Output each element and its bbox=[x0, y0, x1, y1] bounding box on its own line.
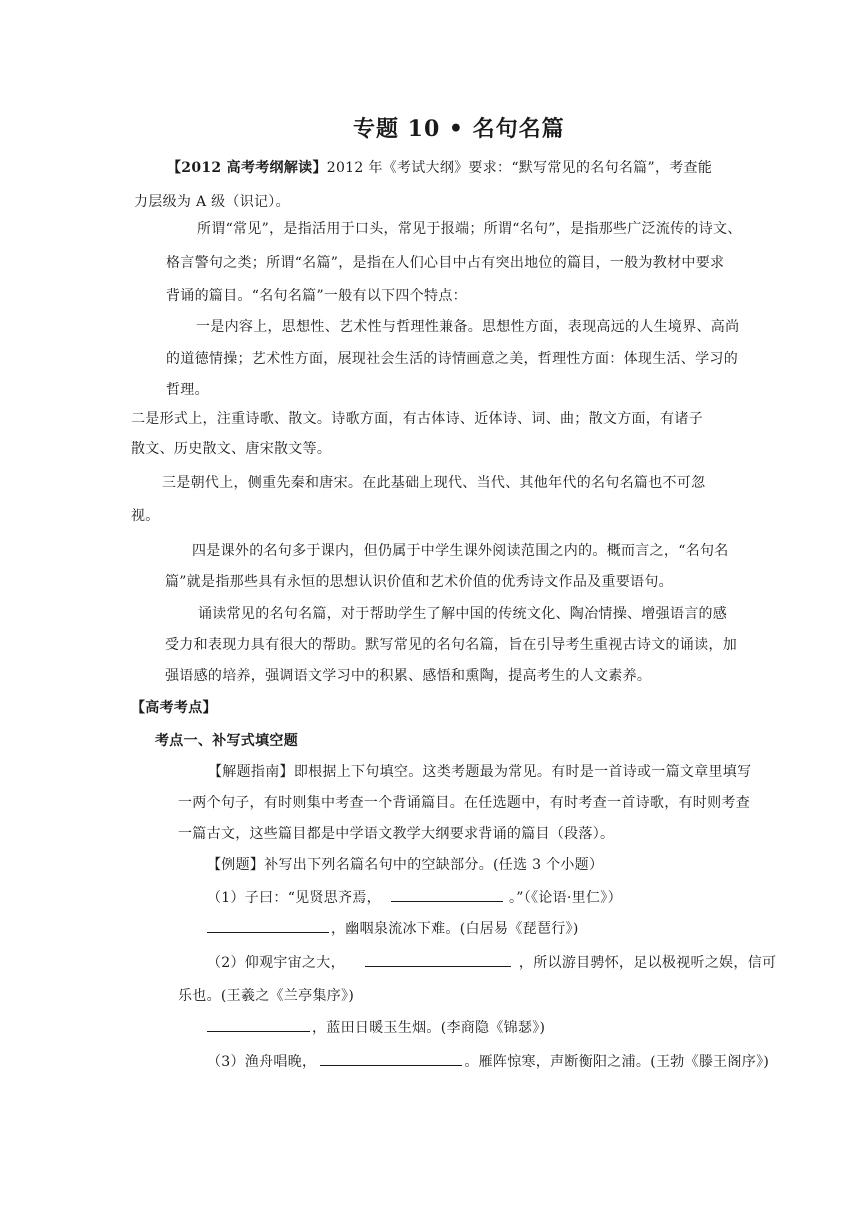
para2-line-1: 诵读常见的名句名篇，对于帮助学生了解中国的传统文化、陶冶情操、增强语言的感 bbox=[198, 606, 728, 622]
answer-blank[interactable] bbox=[207, 918, 329, 933]
answer-blank[interactable] bbox=[391, 887, 503, 902]
point4-line-2: 篇”就是指那些具有永恒的思想认识价值和艺术价值的优秀诗文作品及重要语句。 bbox=[165, 574, 673, 590]
q1-line-1 bbox=[207, 887, 622, 908]
point2-line-2: 散文、历史散文、唐宋散文等。 bbox=[131, 441, 332, 457]
guide-line-2: 一两个句子，有时则集中考查一个背诵篇目。在任选题中，有时考查一首诗歌，有时则考查 bbox=[178, 795, 750, 811]
intro-line-1 bbox=[167, 158, 712, 178]
q2-line-3 bbox=[207, 1017, 545, 1038]
section-heading: 【高考考点】 bbox=[131, 700, 217, 716]
guide-label: 【解题指南】 bbox=[208, 764, 294, 780]
example-label: 【例题】 bbox=[207, 857, 265, 873]
q1-line-2 bbox=[207, 918, 579, 939]
answer-blank[interactable] bbox=[207, 1017, 310, 1032]
intro-text-1: 2012 年《考试大纲》要求：“默写常见的名句名篇”，考查能 bbox=[326, 160, 713, 176]
point4-line-1: 四是课外的名句多于课内，但仍属于中学生课外阅读范围之内的。概而言之，“名句名 bbox=[192, 543, 729, 559]
q1-text-b: 。”（《论语·里仁》） bbox=[508, 890, 622, 906]
q2-text-a: （2）仰观宇宙之大， bbox=[207, 955, 345, 971]
intro-line-2: 力层级为 A 级（识记）。 bbox=[134, 194, 290, 210]
para1-line-1: 所谓“常见”，是指活用于口头，常见于报端；所谓“名句”，是指那些广泛流传的诗文、 bbox=[197, 221, 742, 237]
para2-line-2: 受力和表现力具有很大的帮助。默写常见的名句名篇，旨在引导考生重视古诗文的诵读，加 bbox=[165, 637, 737, 653]
q3-line-1 bbox=[207, 1051, 769, 1072]
q2-text-line2: ，蓝田日暖玉生烟。(李商隐《锦瑟》) bbox=[312, 1020, 546, 1036]
q2-line-1 bbox=[207, 952, 776, 973]
para1-line-3: 背诵的篇目。“名句名篇”一般有以下四个特点： bbox=[166, 288, 467, 304]
example-text: 补写出下列名篇名句中的空缺部分。(任选 3 个小题） bbox=[264, 857, 604, 873]
guide-line-3: 一篇古文，这些篇目都是中学语文教学大纲要求背诵的篇目（段落）。 bbox=[178, 826, 615, 842]
q3-text-a: （3）渔舟唱晚， bbox=[207, 1054, 317, 1070]
answer-blank[interactable] bbox=[365, 952, 511, 967]
subsection-heading: 考点一、补写式填空题 bbox=[155, 733, 298, 749]
point1-line-3: 哲理。 bbox=[166, 382, 209, 398]
point3-line-2: 视。 bbox=[131, 508, 160, 524]
answer-blank[interactable] bbox=[320, 1051, 462, 1066]
point1-line-2: 的道德情操；艺术性方面，展现社会生活的诗情画意之美，哲理性方面：体现生活、学习的 bbox=[166, 351, 738, 367]
q1-text-a: （1）子曰：“见贤思齐焉， bbox=[207, 890, 381, 906]
point3-line-1: 三是朝代上，侧重先秦和唐宋。在此基础上现代、当代、其他年代的名句名篇也不可忽 bbox=[162, 475, 706, 491]
q2-line-2: 乐也。(王羲之《兰亭集序》) bbox=[178, 988, 355, 1004]
para2-line-3: 强语感的培养，强调语文学习中的积累、感悟和熏陶，提高考生的人文素养。 bbox=[165, 668, 652, 684]
page-title: 专题 10 • 名句名篇 bbox=[353, 116, 565, 142]
q3-text-b: 。雁阵惊寒，声断衡阳之浦。(王勃《滕王阁序》) bbox=[464, 1054, 770, 1070]
point2-line-1: 二是形式上，注重诗歌、散文。诗歌方面，有古体诗、近体诗、词、曲；散文方面，有诸子 bbox=[131, 411, 703, 427]
guide-text-1: 即根据上下句填空。这类考题最为常见。有时是一首诗或一篇文章里填写 bbox=[293, 764, 752, 780]
q2-text-b: ，所以游目骋怀，足以极视听之娱，信可 bbox=[518, 955, 777, 971]
point1-line-1: 一是内容上，思想性、艺术性与哲理性兼备。思想性方面，表现高远的人生境界、高尚 bbox=[196, 319, 740, 335]
para1-line-2: 格言警句之类；所谓“名篇”，是指在人们心目中占有突出地位的篇目，一般为教材中要求 bbox=[166, 255, 725, 271]
intro-label: 【2012 高考考纲解读】 bbox=[167, 160, 327, 176]
guide-line-1 bbox=[208, 762, 751, 782]
example-line bbox=[207, 855, 603, 875]
q1-text-line2: ，幽咽泉流冰下难。(白居易《琵琶行》) bbox=[331, 921, 579, 937]
